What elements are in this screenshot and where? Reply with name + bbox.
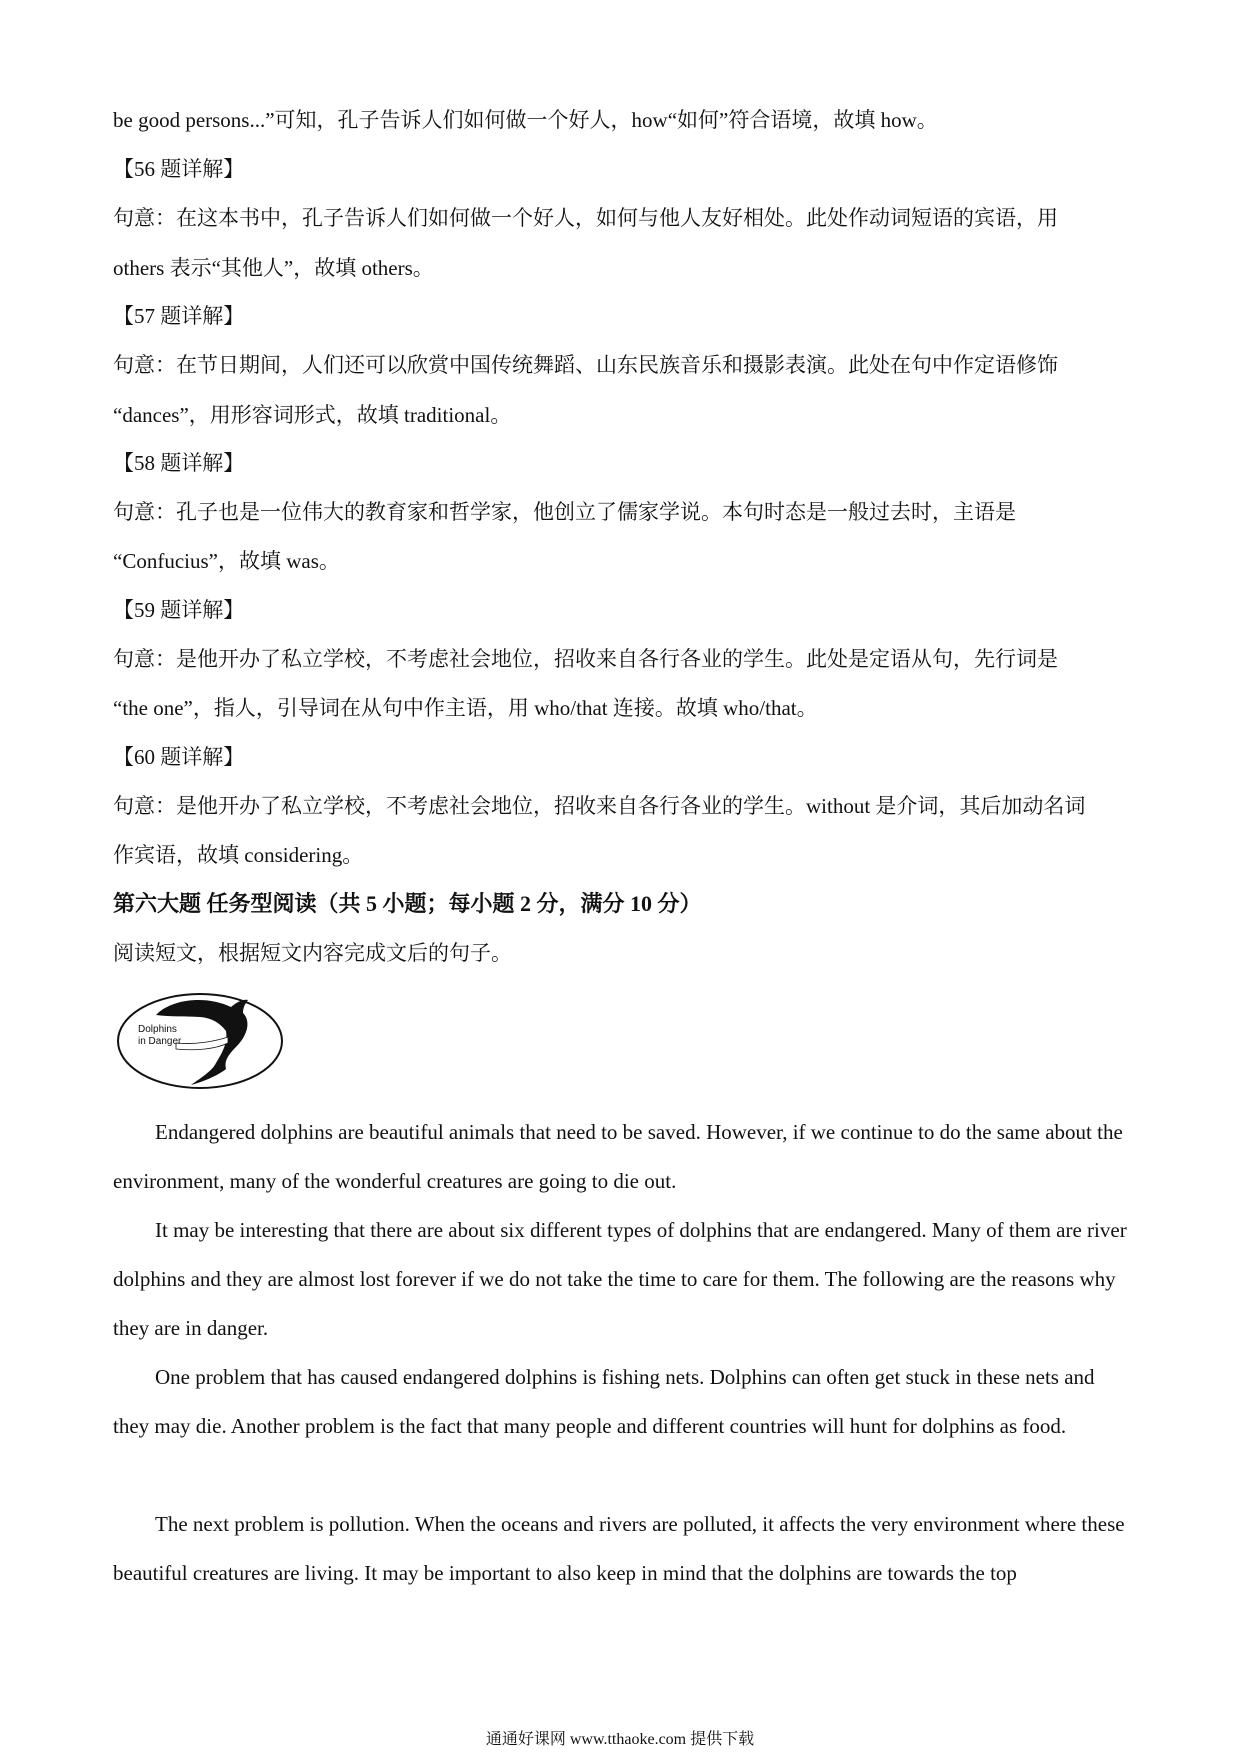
page-footer: 通通好课网 www.tthaoke.com 提供下载 [485, 1731, 755, 1748]
answer-line: “dances”，用形容词形式，故填 traditional。 [113, 403, 512, 427]
paragraph-text: Endangered dolphins are beautiful animals that need to be saved. However, if we continue to do the same about the environment, many of the wonderful creatures are going to die out. [113, 1120, 1123, 1193]
answer-line: 句意：是他开办了私立学校，不考虑社会地位，招收来自各行各业的学生。此处是定语从句，先行词是 [113, 647, 1058, 671]
question-59-heading: 【59 题详解】 [113, 598, 245, 622]
answer-line: 句意：在这本书中，孔子告诉人们如何做一个好人，如何与他人友好相处。此处作动词短语的宾语，用 [113, 206, 1058, 230]
passage-paragraph [113, 1353, 1133, 1451]
answer-line: “Confucius”，故填 was。 [113, 549, 340, 573]
question-56-heading: 【56 题详解】 [113, 157, 245, 181]
question-57-heading: 【57 题详解】 [113, 304, 245, 328]
section-instruction: 阅读短文，根据短文内容完成文后的句子。 [113, 941, 512, 965]
paragraph-text: One problem that has caused endangered dolphins is fishing nets. Dolphins can often get stuck in these nets and they may die. Another problem is the fact that many people and different countries will hunt for dolphins as food. [113, 1365, 1095, 1438]
logo-text-line1: Dolphins [138, 1024, 177, 1035]
paragraph-text: It may be interesting that there are about six different types of dolphins that are endangered. Many of them are river dolphins and they are almost lost forever if we do not take the time to care for them. The following are the reasons why they are in danger. [113, 1218, 1127, 1340]
passage-paragraph [113, 1108, 1133, 1206]
question-60-heading: 【60 题详解】 [113, 745, 245, 769]
answer-line: “the one”，指人，引导词在从句中作主语，用 who/that 连接。故填 who/that。 [113, 696, 818, 720]
answer-line: be good persons...”可知，孔子告诉人们如何做一个好人，how“如何”符合语境，故填 how。 [113, 108, 938, 132]
dolphins-in-danger-logo [116, 991, 284, 1091]
passage-paragraph [113, 1500, 1133, 1598]
question-58-heading: 【58 题详解】 [113, 451, 245, 475]
section-title: 第六大题 任务型阅读（共 5 小题；每小题 2 分，满分 10 分） [113, 891, 702, 916]
logo-text-line2: in Danger [138, 1036, 182, 1047]
answer-line: 作宾语，故填 considering。 [113, 843, 364, 867]
passage-paragraph [113, 1206, 1133, 1353]
answer-line: 句意：在节日期间，人们还可以欣赏中国传统舞蹈、山东民族音乐和摄影表演。此处在句中作定语修饰 [113, 353, 1058, 377]
answer-line: others 表示“其他人”，故填 others。 [113, 256, 434, 280]
paragraph-text: The next problem is pollution. When the oceans and rivers are polluted, it affects the very environment where these beautiful creatures are living. It may be important to also keep in mind that the dolphins are towards the top [113, 1512, 1125, 1585]
answer-line: 句意：是他开办了私立学校，不考虑社会地位，招收来自各行各业的学生。without 是介词，其后加动名词 [113, 794, 1086, 818]
answer-line: 句意：孔子也是一位伟大的教育家和哲学家，他创立了儒家学说。本句时态是一般过去时，主语是 [113, 500, 1016, 524]
